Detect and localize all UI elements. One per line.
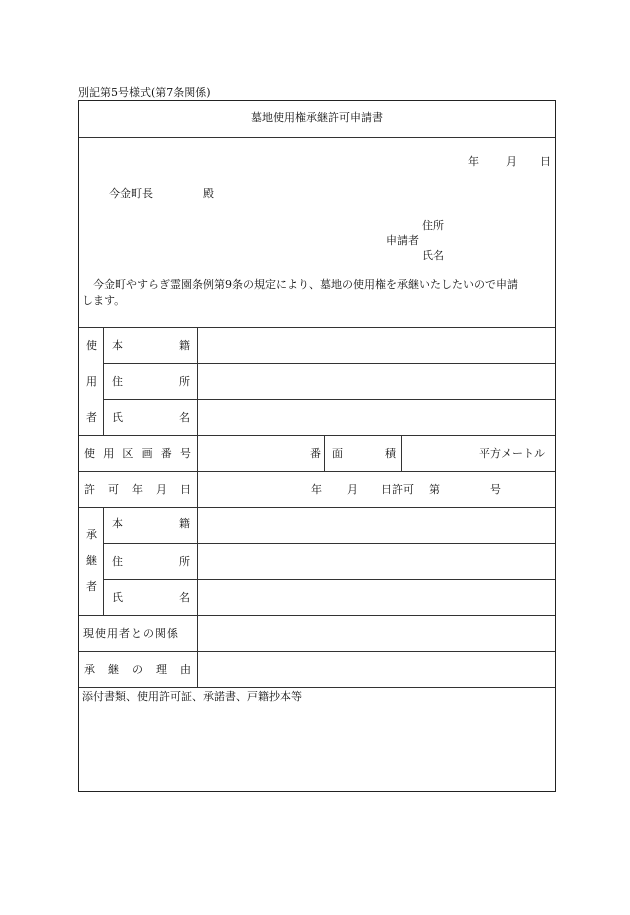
plot-number-field[interactable] [198, 436, 308, 471]
user-name-label: 氏 名 [112, 411, 190, 424]
plot-number-label: 使 用 区 画 番 号 [84, 447, 191, 460]
successor-address-field[interactable] [198, 544, 554, 579]
divider [103, 327, 104, 435]
area-unit: 平方メートル [479, 447, 545, 460]
divider [79, 435, 555, 436]
successor-domicile-field[interactable] [198, 508, 554, 543]
successor-group-char: 者 [86, 580, 97, 593]
application-form [78, 100, 556, 792]
user-domicile-label: 本 籍 [112, 339, 190, 352]
user-name-field[interactable] [198, 400, 554, 435]
area-label: 面 積 [332, 447, 396, 460]
user-group-char: 用 [86, 375, 97, 388]
area-field[interactable] [402, 436, 472, 471]
form-title: 墓地使用権承継許可申請書 [251, 111, 383, 124]
relation-field[interactable] [198, 616, 554, 651]
applicant-name-label: 氏名 [422, 249, 444, 262]
successor-address-label: 住 所 [112, 555, 190, 568]
permit-year-label: 年 [311, 483, 322, 496]
permit-day-label: 日許可 [381, 483, 414, 496]
addressee-honorific: 殿 [203, 187, 214, 200]
relation-label: 現使用者との関係 [83, 627, 179, 640]
permit-month-label: 月 [347, 483, 358, 496]
successor-group-char: 継 [86, 554, 97, 567]
successor-name-label: 氏 名 [112, 591, 190, 604]
form-number-label: 別記第5号様式(第7条関係) [78, 86, 211, 99]
reason-field[interactable] [198, 652, 554, 687]
plot-number-suffix: 番 [310, 447, 321, 460]
attachments-note: 添付書類、使用許可証、承諾書、戸籍抄本等 [82, 690, 302, 703]
divider [79, 137, 555, 138]
statement-line-2: します。 [82, 294, 126, 307]
divider [103, 507, 104, 615]
date-month-label: 月 [506, 155, 517, 168]
applicant-label: 申請者 [386, 234, 419, 247]
user-address-field[interactable] [198, 364, 554, 399]
permit-go-label: 号 [490, 483, 501, 496]
successor-group-char: 承 [86, 528, 97, 541]
divider [324, 435, 325, 471]
applicant-address-label: 住所 [422, 219, 444, 232]
divider [79, 687, 555, 688]
reason-label: 承 継 の 理 由 [84, 663, 191, 676]
user-address-label: 住 所 [112, 375, 190, 388]
user-group-char: 者 [86, 411, 97, 424]
user-group-char: 使 [86, 339, 97, 352]
addressee: 今金町長 [109, 187, 153, 200]
successor-domicile-label: 本 籍 [112, 517, 190, 530]
user-domicile-field[interactable] [198, 328, 554, 363]
date-year-label: 年 [468, 155, 479, 168]
successor-name-field[interactable] [198, 580, 554, 615]
statement-line-1: 今金町やすらぎ霊園条例第9条の規定により、墓地の使用権を承継いたしたいので申請 [93, 278, 518, 291]
permit-date-label: 許 可 年 月 日 [84, 483, 191, 496]
date-day-label: 日 [540, 155, 551, 168]
permit-dai-label: 第 [429, 483, 440, 496]
